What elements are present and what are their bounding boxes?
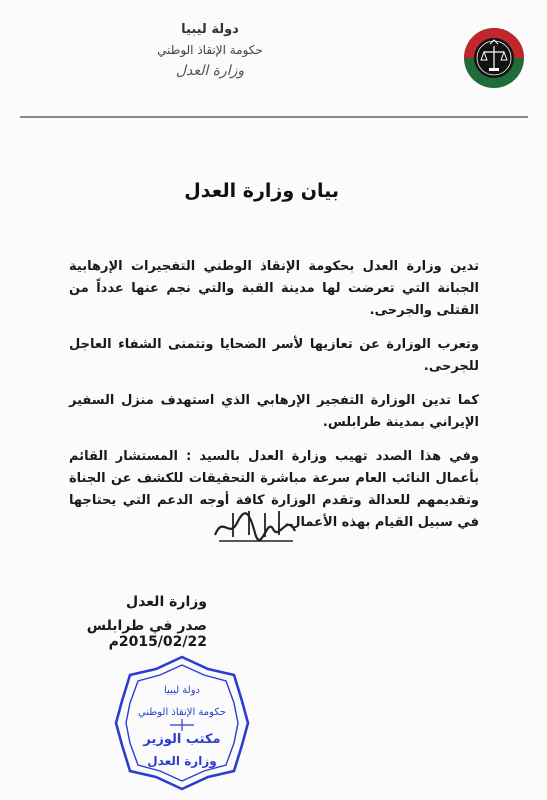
ministry-emblem-icon [462,26,526,90]
paragraph: تدين وزارة العدل بحكومة الإنقاذ الوطني التفجيرات الإرهابية الجبانة التي تعرضت لها مدينة القبة والتي نجم عنها عدداً من القتلى والجرحى. [69,259,479,318]
ministry-name: وزارة العدل [175,63,245,79]
paragraph: وتعرب الوزارة عن تعازيها لأسر الضحايا وتتمنى الشفاء العاجل للجرحى. [69,337,479,374]
closing-ministry: وزارة العدل [126,594,207,610]
letterhead-text [135,22,285,79]
closing-block [0,594,207,650]
statement-body [69,256,479,546]
official-stamp [112,653,252,793]
issue-place-date: صدر في طرابلس 2015/02/22م [86,618,207,650]
paragraph: كما تدين الوزارة التفجير الإرهابي الذي استهدف منزل السفير الإيراني بمدينة طرابلس. [69,393,479,430]
letterhead [0,14,547,114]
state-name: دولة ليبيا [181,22,239,37]
stamp-line: دولة ليبيا [163,685,201,696]
stamp-line: وزارة العدل [147,754,217,768]
statement-title: بيان وزارة العدل [184,180,339,202]
stamp-line: مكتب الوزير [143,732,221,747]
paragraph: وفي هذا الصدد تهيب وزارة العدل بالسيد : المستشار القائم بأعمال النائب العام سرعة مباشرة التحقيقات للكشف عن الجناة وتقديمهم للعدالة وتقدم الوزارة كافة أوجه الدعم التي يحتاجها في سبيل القيام بهذه الأعمال. [69,449,479,530]
header-divider [20,116,528,118]
stamp-line: حكومة الإنقاذ الوطني [137,707,227,718]
calligraphy-signature [209,505,301,547]
government-name: حكومة الإنقاذ الوطني [157,43,263,57]
